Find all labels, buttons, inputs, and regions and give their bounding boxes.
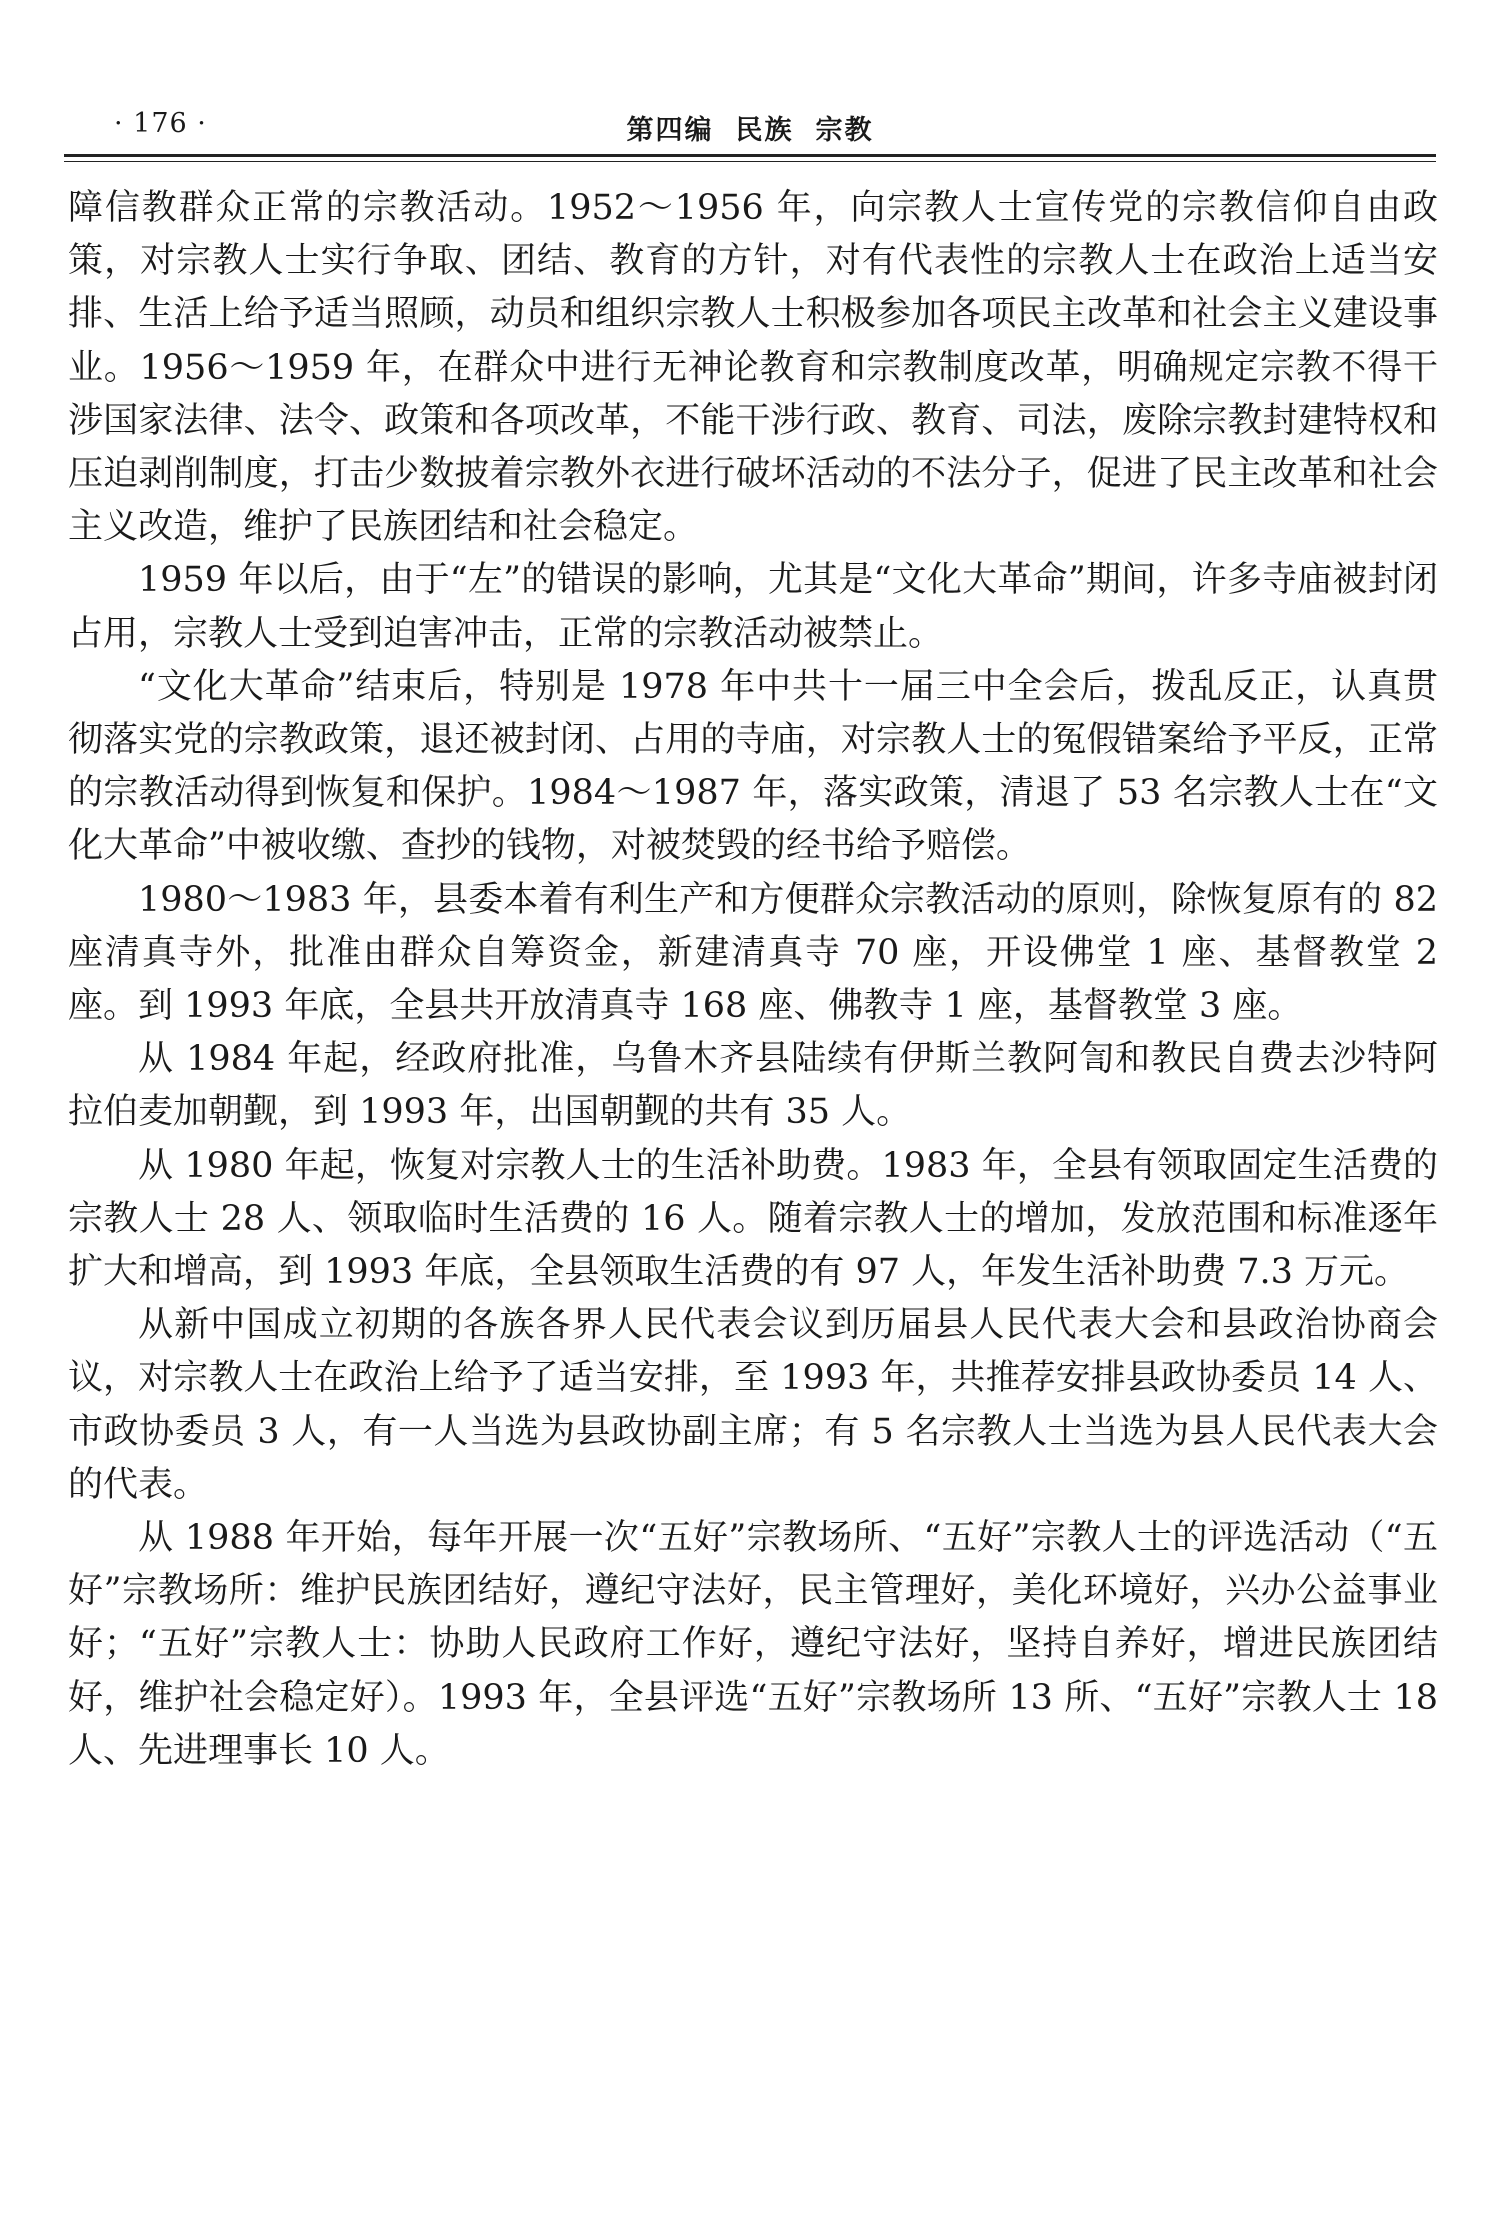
section-title [64, 108, 1436, 147]
paragraph: 1980～1983 年，县委本着有利生产和方便群众宗教活动的原则，除恢复原有的 82 座清真寺外，批准由群众自筹资金，新建清真寺 70 座，开设佛堂 1 座、基督教堂 2 座。到 1993 年底，全县共开放清真寺 168 座、佛教寺 1 座，基督教堂 3 座。 [68, 879, 1438, 1027]
section-topic-religion: 宗教 [815, 115, 874, 146]
page-header [64, 100, 1436, 150]
header-rule-thick [64, 154, 1436, 157]
paragraph: 从 1988 年开始，每年开展一次“五好”宗教场所、“五好”宗教人士的评选活动（“五好”宗教场所：维护民族团结好，遵纪守法好，民主管理好，美化环境好，兴办公益事业好；“五好”宗教人士：协助人民政府工作好，遵纪守法好，坚持自养好，增进民族团结好，维护社会稳定好）。1993 年，全县评选“五好”宗教场所 13 所、“五好”宗教人士 18 人、先进理事长 10 人。 [68, 1518, 1438, 1771]
section-part-label: 第四编 [626, 115, 714, 146]
section-topic-ethnic: 民族 [735, 115, 794, 146]
body-text [68, 182, 1438, 1778]
paragraph: 从新中国成立初期的各族各界人民代表会议到历届县人民代表大会和县政治协商会议，对宗教人士在政治上给予了适当安排，至 1993 年，共推荐安排县政协委员 14 人、市政协委员 3 人，有一人当选为县政协副主席；有 5 名宗教人士当选为县人民代表大会的代表。 [68, 1305, 1438, 1505]
header-rule-thin [64, 161, 1436, 162]
paragraph: “文化大革命”结束后，特别是 1978 年中共十一届三中全会后，拨乱反正，认真贯彻落实党的宗教政策，退还被封闭、占用的寺庙，对宗教人士的冤假错案给予平反，正常的宗教活动得到恢复和保护。1984～1987 年，落实政策，清退了 53 名宗教人士在“文化大革命”中被收缴、查抄的钱物，对被焚毁的经书给予赔偿。 [68, 666, 1438, 867]
page-number: · 176 · [114, 108, 207, 139]
paragraph-continued: 障信教群众正常的宗教活动。1952～1956 年，向宗教人士宣传党的宗教信仰自由政策，对宗教人士实行争取、团结、教育的方针，对有代表性的宗教人士在政治上适当安排、生活上给予适当照顾，动员和组织宗教人士积极参加各项民主改革和社会主义建设事业。1956～1959 年，在群众中进行无神论教育和宗教制度改革，明确规定宗教不得干涉国家法律、法令、政策和各项改革，不能干涉行政、教育、司法，废除宗教封建特权和压迫剥削制度，打击少数披着宗教外衣进行破坏活动的不法分子，促进了民主改革和社会主义改造，维护了民族团结和社会稳定。 [68, 188, 1438, 548]
paragraph: 从 1980 年起，恢复对宗教人士的生活补助费。1983 年，全县有领取固定生活费的宗教人士 28 人、领取临时生活费的 16 人。随着宗教人士的增加，发放范围和标准逐年扩大和增高，到 1993 年底，全县领取生活费的有 97 人，年发生活补助费 7.3 万元。 [68, 1145, 1438, 1293]
paragraph: 从 1984 年起，经政府批准，乌鲁木齐县陆续有伊斯兰教阿訇和教民自费去沙特阿拉伯麦加朝觐，到 1993 年，出国朝觐的共有 35 人。 [68, 1039, 1438, 1133]
paragraph: 1959 年以后，由于“左”的错误的影响，尤其是“文化大革命”期间，许多寺庙被封闭占用，宗教人士受到迫害冲击，正常的宗教活动被禁止。 [68, 560, 1438, 654]
